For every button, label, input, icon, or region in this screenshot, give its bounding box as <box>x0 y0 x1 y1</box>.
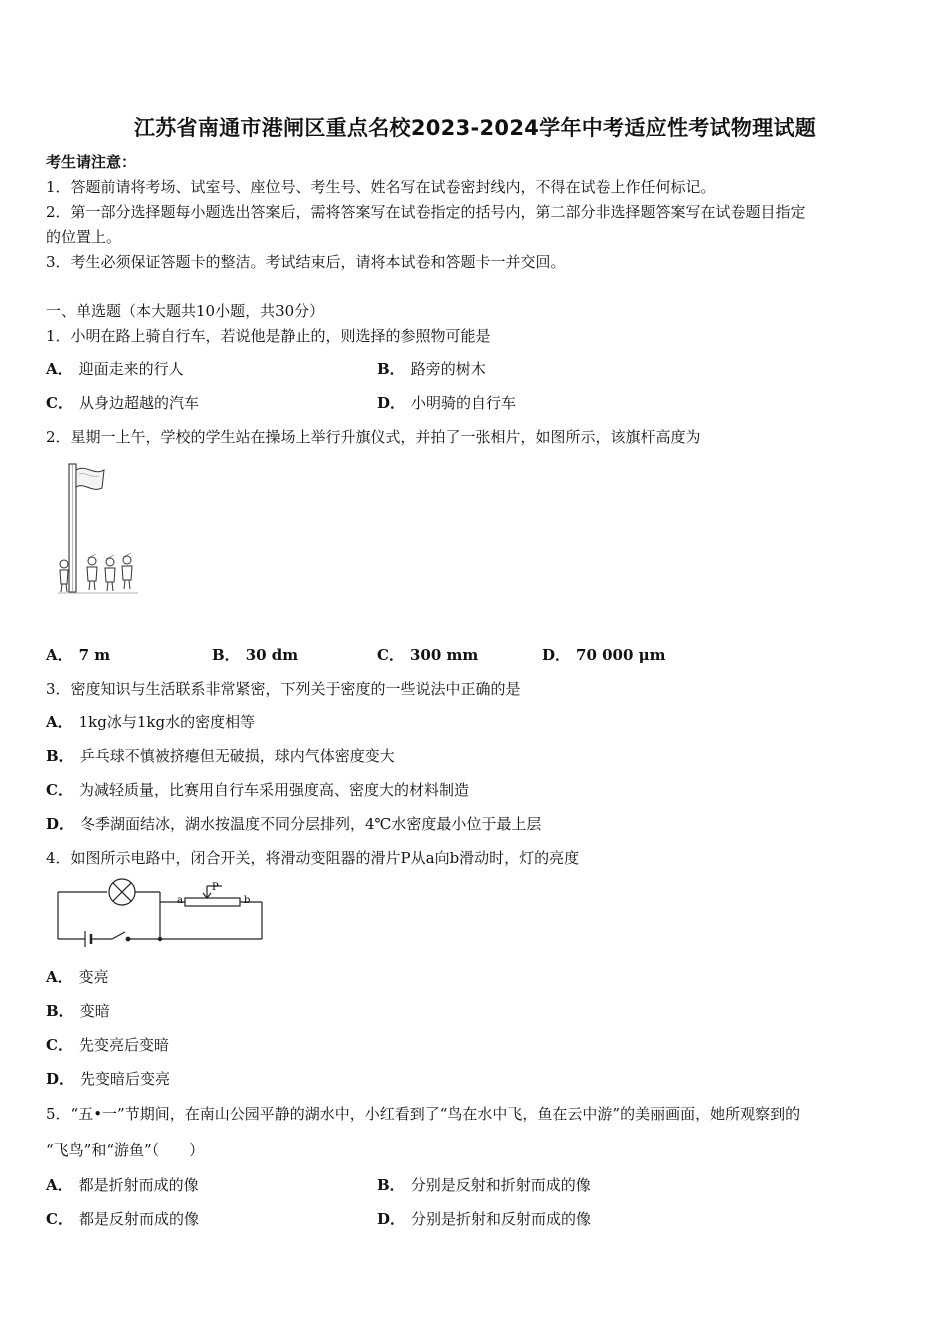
option-text: 都是折射而成的像 <box>78 1176 199 1194</box>
option-letter: C． <box>46 394 73 412</box>
option-letter: B． <box>377 360 405 378</box>
option-text: 分别是反射和折射而成的像 <box>410 1176 591 1194</box>
notice-heading: 考生请注意： <box>46 153 137 171</box>
question-3-stem: 3．密度知识与生活联系非常紧密，下列关于密度的一些说法中正确的是 <box>46 680 521 698</box>
option-letter: D． <box>377 394 406 412</box>
circuit-diagram <box>52 878 270 948</box>
q4-option-a <box>46 967 109 987</box>
option-text: 先变亮后变暗 <box>78 1036 169 1054</box>
option-text: 乒乓球不慎被挤瘪但无破损，球内气体密度变大 <box>79 747 395 765</box>
flagpole-photo-figure <box>52 460 142 595</box>
option-letter: D． <box>46 815 75 833</box>
option-text: 路旁的树木 <box>410 360 486 378</box>
option-letter: D． <box>46 1070 75 1088</box>
option-text: 300 mm <box>409 646 479 664</box>
circuit-label-a: a <box>177 895 183 906</box>
option-letter: A． <box>46 646 73 664</box>
q2-option-b <box>212 645 298 665</box>
option-text: 小明骑的自行车 <box>411 394 517 412</box>
option-letter: D． <box>377 1210 406 1228</box>
option-letter: A． <box>46 360 73 378</box>
circuit-label-b: b <box>244 895 251 906</box>
question-5-stem: 5．“五•一”节期间，在南山公园平静的湖水中，小红看到了“鸟在水中飞，鱼在云中游”的美丽画面，她所观察到的 <box>46 1105 801 1123</box>
question-2-stem: 2．星期一上午，学校的学生站在操场上举行升旗仪式，并拍了一张相片，如图所示，该旗杆高度为 <box>46 428 701 446</box>
option-letter: B． <box>46 1002 74 1020</box>
q3-option-c <box>46 780 469 800</box>
notice-item: 1．答题前请将考场、试室号、座位号、考生号、姓名写在试卷密封线内，不得在试卷上作任何标记。 <box>46 178 716 196</box>
option-letter: C． <box>46 1210 73 1228</box>
option-letter: C． <box>46 1036 73 1054</box>
q3-option-b <box>46 746 395 766</box>
option-letter: A． <box>46 713 73 731</box>
option-letter: B． <box>377 1176 405 1194</box>
option-text: 分别是折射和反射而成的像 <box>411 1210 592 1228</box>
q2-option-c <box>377 645 478 665</box>
q4-option-c <box>46 1035 169 1055</box>
option-letter: B． <box>46 747 74 765</box>
option-text: 70 000 μm <box>576 646 666 664</box>
option-letter: A． <box>46 968 73 986</box>
section-heading: 一、单选题（本大题共10小题，共30分） <box>46 302 325 320</box>
q5-option-d <box>377 1209 591 1229</box>
q2-option-a <box>46 645 110 665</box>
option-text: 变亮 <box>78 968 109 986</box>
option-text: 都是反射而成的像 <box>78 1210 199 1228</box>
option-text: 冬季湖面结冰，湖水按温度不同分层排列，4℃水密度最小位于最上层 <box>80 815 542 833</box>
option-letter: C． <box>46 781 73 799</box>
notice-item: 的位置上。 <box>46 228 122 246</box>
option-letter: C． <box>377 646 404 664</box>
q5-option-a <box>46 1175 199 1195</box>
question-4-stem: 4．如图所示电路中，闭合开关，将滑动变阻器的滑片P从a向b滑动时，灯的亮度 <box>46 849 580 867</box>
q3-option-a <box>46 712 255 732</box>
option-letter: A． <box>46 1176 73 1194</box>
circuit-label-p: P <box>212 882 219 893</box>
q1-option-b <box>377 359 486 379</box>
q4-option-d <box>46 1069 170 1089</box>
option-text: 变暗 <box>79 1002 110 1020</box>
q3-option-d <box>46 814 541 834</box>
q1-option-a <box>46 359 184 379</box>
option-text: 为减轻质量，比赛用自行车采用强度高、密度大的材料制造 <box>78 781 469 799</box>
option-letter: B． <box>212 646 240 664</box>
q1-option-d <box>377 393 516 413</box>
option-text: 1kg冰与1kg水的密度相等 <box>78 713 256 731</box>
q2-option-d <box>542 645 666 665</box>
option-text: 7 m <box>78 646 111 664</box>
option-letter: D． <box>542 646 571 664</box>
page-title: 江苏省南通市港闸区重点名校2023-2024学年中考适应性考试物理试题 <box>133 116 817 140</box>
option-text: 迎面走来的行人 <box>78 360 184 378</box>
question-1-stem: 1．小明在路上骑自行车，若说他是静止的，则选择的参照物可能是 <box>46 327 491 345</box>
q5-option-c <box>46 1209 199 1229</box>
option-text: 从身边超越的汽车 <box>78 394 199 412</box>
option-text: 30 dm <box>245 646 299 664</box>
notice-item: 3．考生必须保证答题卡的整洁。考试结束后，请将本试卷和答题卡一并交回。 <box>46 253 566 271</box>
option-text: 先变暗后变亮 <box>80 1070 171 1088</box>
q5-option-b <box>377 1175 591 1195</box>
q1-option-c <box>46 393 199 413</box>
q4-option-b <box>46 1001 110 1021</box>
question-5-stem-continued: “飞鸟”和“游鱼”（ ） <box>46 1141 205 1159</box>
notice-item: 2．第一部分选择题每小题选出答案后，需将答案写在试卷指定的括号内，第二部分非选择题答案写在试卷题目指定 <box>46 203 806 221</box>
